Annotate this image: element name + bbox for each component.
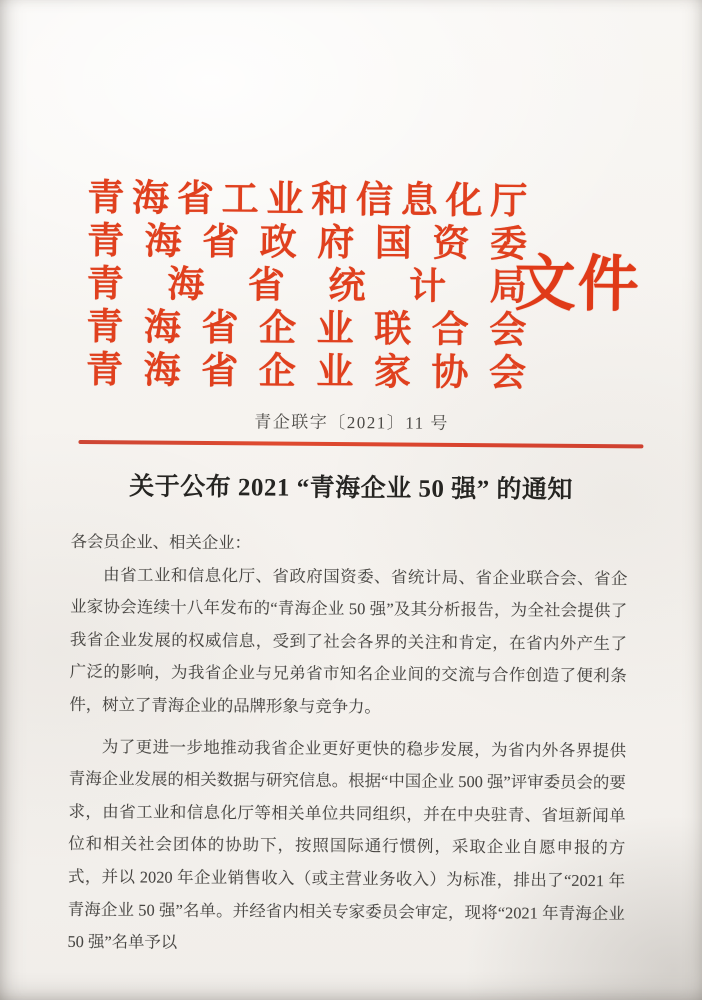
letterhead-org-line-3: 青海省统计局: [86, 264, 527, 309]
letterhead: [86, 177, 528, 395]
letterhead-org-line-5: 青海省企业家协会: [85, 350, 527, 395]
notice-title: 关于公布 2021 “青海企业 50 强” 的通知: [129, 473, 574, 504]
doc-number: 青企联字〔2021〕11 号: [254, 412, 450, 433]
body-paragraph-2: 为了更进一步地推动我省企业更好更快的稳步发展，为省内外各界提供青海企业发展的相关数据与研究信息。根据“中国企业 500 强”评审委员会的要求，由省工业和信息化厅等相关单位共同组织，并在中央驻青、省垣新闻单位和相关社会团体的协助下，按照国际通行惯例，采取企业自愿申报的方式，并以 2020 年企业销售收入（或主营业务收入）为标准，排出了“2021 年青海企业 50 强”名单。并经省内相关专家委员会审定，现将“2021 年青海企业 50 强”名单予以: [67, 736, 627, 952]
notice-body: [67, 526, 627, 963]
body-paragraph-1: 由省工业和信息化厅、省政府国资委、省统计局、省企业联合会、省企业家协会连续十八年发布的“青海企业 50 强”及其分析报告，为全社会提供了我省企业发展的权威信息，受到了社会各界的关注和肯定，在省内外产生了广泛的影响，为我省企业与兄弟省市知名企业间的交流与合作创造了便利条件，树立了青海企业的品牌形象与竞争力。: [69, 564, 628, 717]
red-divider-line: [78, 440, 643, 448]
letterhead-org-line-4: 青海省企业联合会: [86, 307, 527, 352]
letterhead-org-line-1: 青海省工业和信息化厅: [87, 178, 528, 223]
document-word-label: 文件: [514, 251, 641, 320]
letterhead-org-line-2: 青海省政府国资委: [86, 221, 528, 266]
salutation: 各会员企业、相关企业：: [70, 531, 252, 553]
